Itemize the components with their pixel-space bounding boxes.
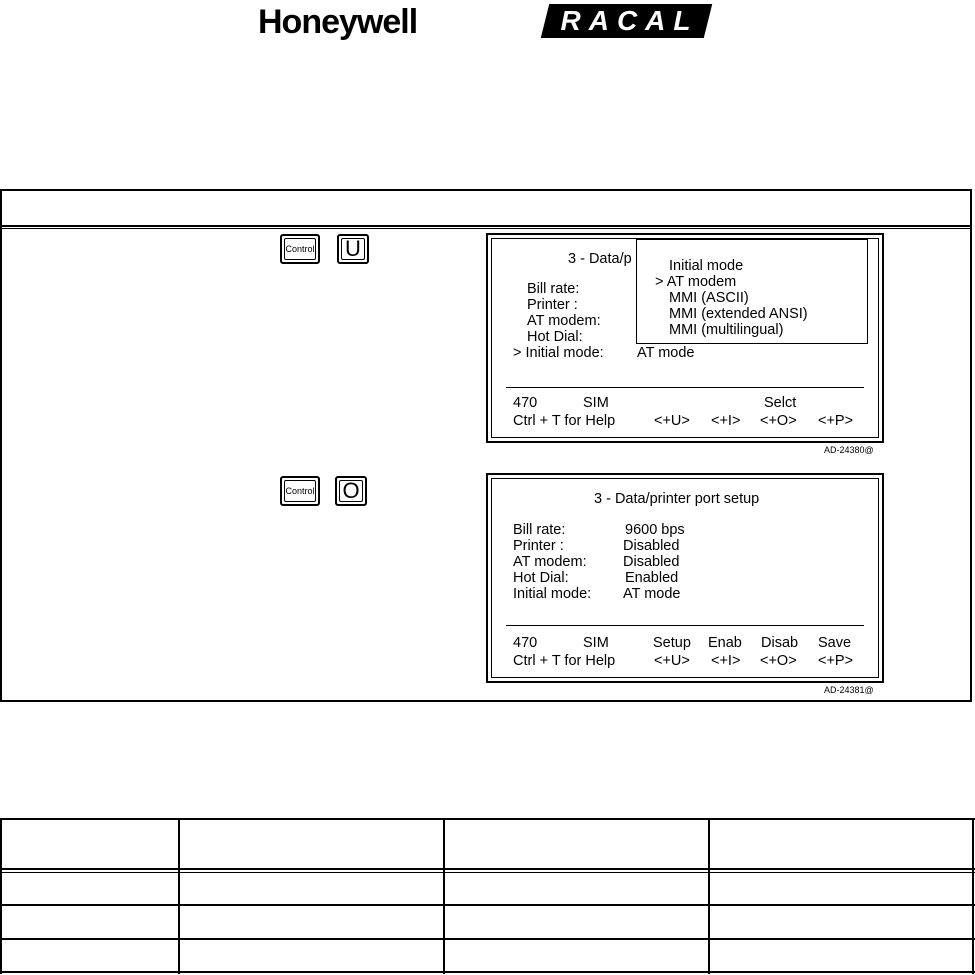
- field-label-hot-dial: Hot Dial:: [513, 570, 569, 586]
- field-label-at-modem: AT modem:: [513, 554, 587, 570]
- field-label-initial-mode: Initial mode:: [513, 586, 592, 602]
- procedure-header: [2, 191, 970, 227]
- field-label-hot-dial: Hot Dial:: [527, 329, 583, 345]
- softkey-top-save: Save: [818, 635, 852, 651]
- table-rule: [0, 938, 975, 940]
- popup-option-mmi-ascii: MMI (ASCII): [669, 290, 749, 306]
- softkey-u: <+U>: [654, 653, 690, 669]
- softkey-top-disab: Disab: [761, 635, 799, 651]
- popup-option-mmi-extended-ansi: MMI (extended ANSI): [669, 306, 808, 322]
- o-key: O: [335, 476, 367, 506]
- softkey-help: Ctrl + T for Help: [513, 413, 616, 429]
- control-key: Control: [280, 234, 320, 264]
- softkey-u: <+U>: [654, 413, 690, 429]
- softkey-p: <+P>: [818, 413, 854, 429]
- softkey-top-selct: Selct: [764, 395, 797, 411]
- softkey-top-sim: SIM: [583, 395, 609, 411]
- softkey-o: <+O>: [760, 653, 797, 669]
- initial-mode-popup: [636, 239, 868, 344]
- field-value-at-modem: Disabled: [623, 554, 680, 570]
- softkey-top-470: 470: [513, 395, 538, 411]
- field-value-hot-dial: Enabled: [625, 570, 679, 586]
- softkey-divider: [506, 387, 864, 388]
- table-column-rule: [178, 818, 180, 974]
- field-label-initial-mode: > Initial mode:: [513, 345, 604, 361]
- softkey-top-setup: Setup: [653, 635, 691, 651]
- table-rule: [0, 872, 975, 873]
- field-label-bill-rate: Bill rate:: [513, 522, 566, 538]
- racal-logo-text: RACAL: [560, 5, 699, 36]
- popup-option-at-modem: > AT modem: [655, 274, 737, 290]
- table-column-rule: [972, 818, 974, 974]
- table-rule: [0, 818, 975, 820]
- field-label-at-modem: AT modem:: [527, 313, 601, 329]
- softkey-help: Ctrl + T for Help: [513, 653, 616, 669]
- field-label-printer: Printer :: [513, 538, 564, 554]
- figure-id: AD-24380@: [824, 445, 874, 455]
- control-key: Control: [280, 476, 320, 506]
- softkey-top-sim: SIM: [583, 635, 609, 651]
- softkey-i: <+I>: [711, 653, 741, 669]
- field-value-initial-mode: AT mode: [637, 345, 695, 361]
- procedure-header-divider: [2, 228, 970, 229]
- table-rule: [0, 868, 975, 870]
- honeywell-logo: Honeywell: [258, 3, 418, 41]
- figure-id: AD-24381@: [824, 685, 874, 695]
- field-label-bill-rate: Bill rate:: [527, 281, 580, 297]
- racal-logo: [541, 4, 712, 38]
- table-column-rule: [0, 818, 2, 974]
- softkey-top-470: 470: [513, 635, 538, 651]
- softkey-divider: [506, 625, 864, 626]
- softkey-p: <+P>: [818, 653, 854, 669]
- field-value-printer: Disabled: [623, 538, 680, 554]
- popup-title: Initial mode: [669, 258, 744, 274]
- field-label-printer: Printer :: [527, 297, 578, 313]
- popup-option-mmi-multilingual: MMI (multilingual): [669, 322, 784, 338]
- screen-port-setup: [486, 473, 884, 683]
- table-rule: [0, 971, 975, 973]
- screen-title: 3 - Data/printer port setup: [594, 491, 760, 507]
- screen-initial-mode-select: [486, 233, 884, 443]
- empty-table: [0, 818, 975, 974]
- softkey-o: <+O>: [760, 413, 797, 429]
- screen-title: 3 - Data/p: [568, 251, 632, 267]
- table-column-rule: [443, 818, 445, 974]
- softkey-top-enab: Enab: [708, 635, 742, 651]
- table-rule: [0, 904, 975, 906]
- field-value-initial-mode: AT mode: [623, 586, 681, 602]
- softkey-i: <+I>: [711, 413, 741, 429]
- u-key: U: [337, 234, 369, 264]
- field-value-bill-rate: 9600 bps: [625, 522, 685, 538]
- table-column-rule: [708, 818, 710, 974]
